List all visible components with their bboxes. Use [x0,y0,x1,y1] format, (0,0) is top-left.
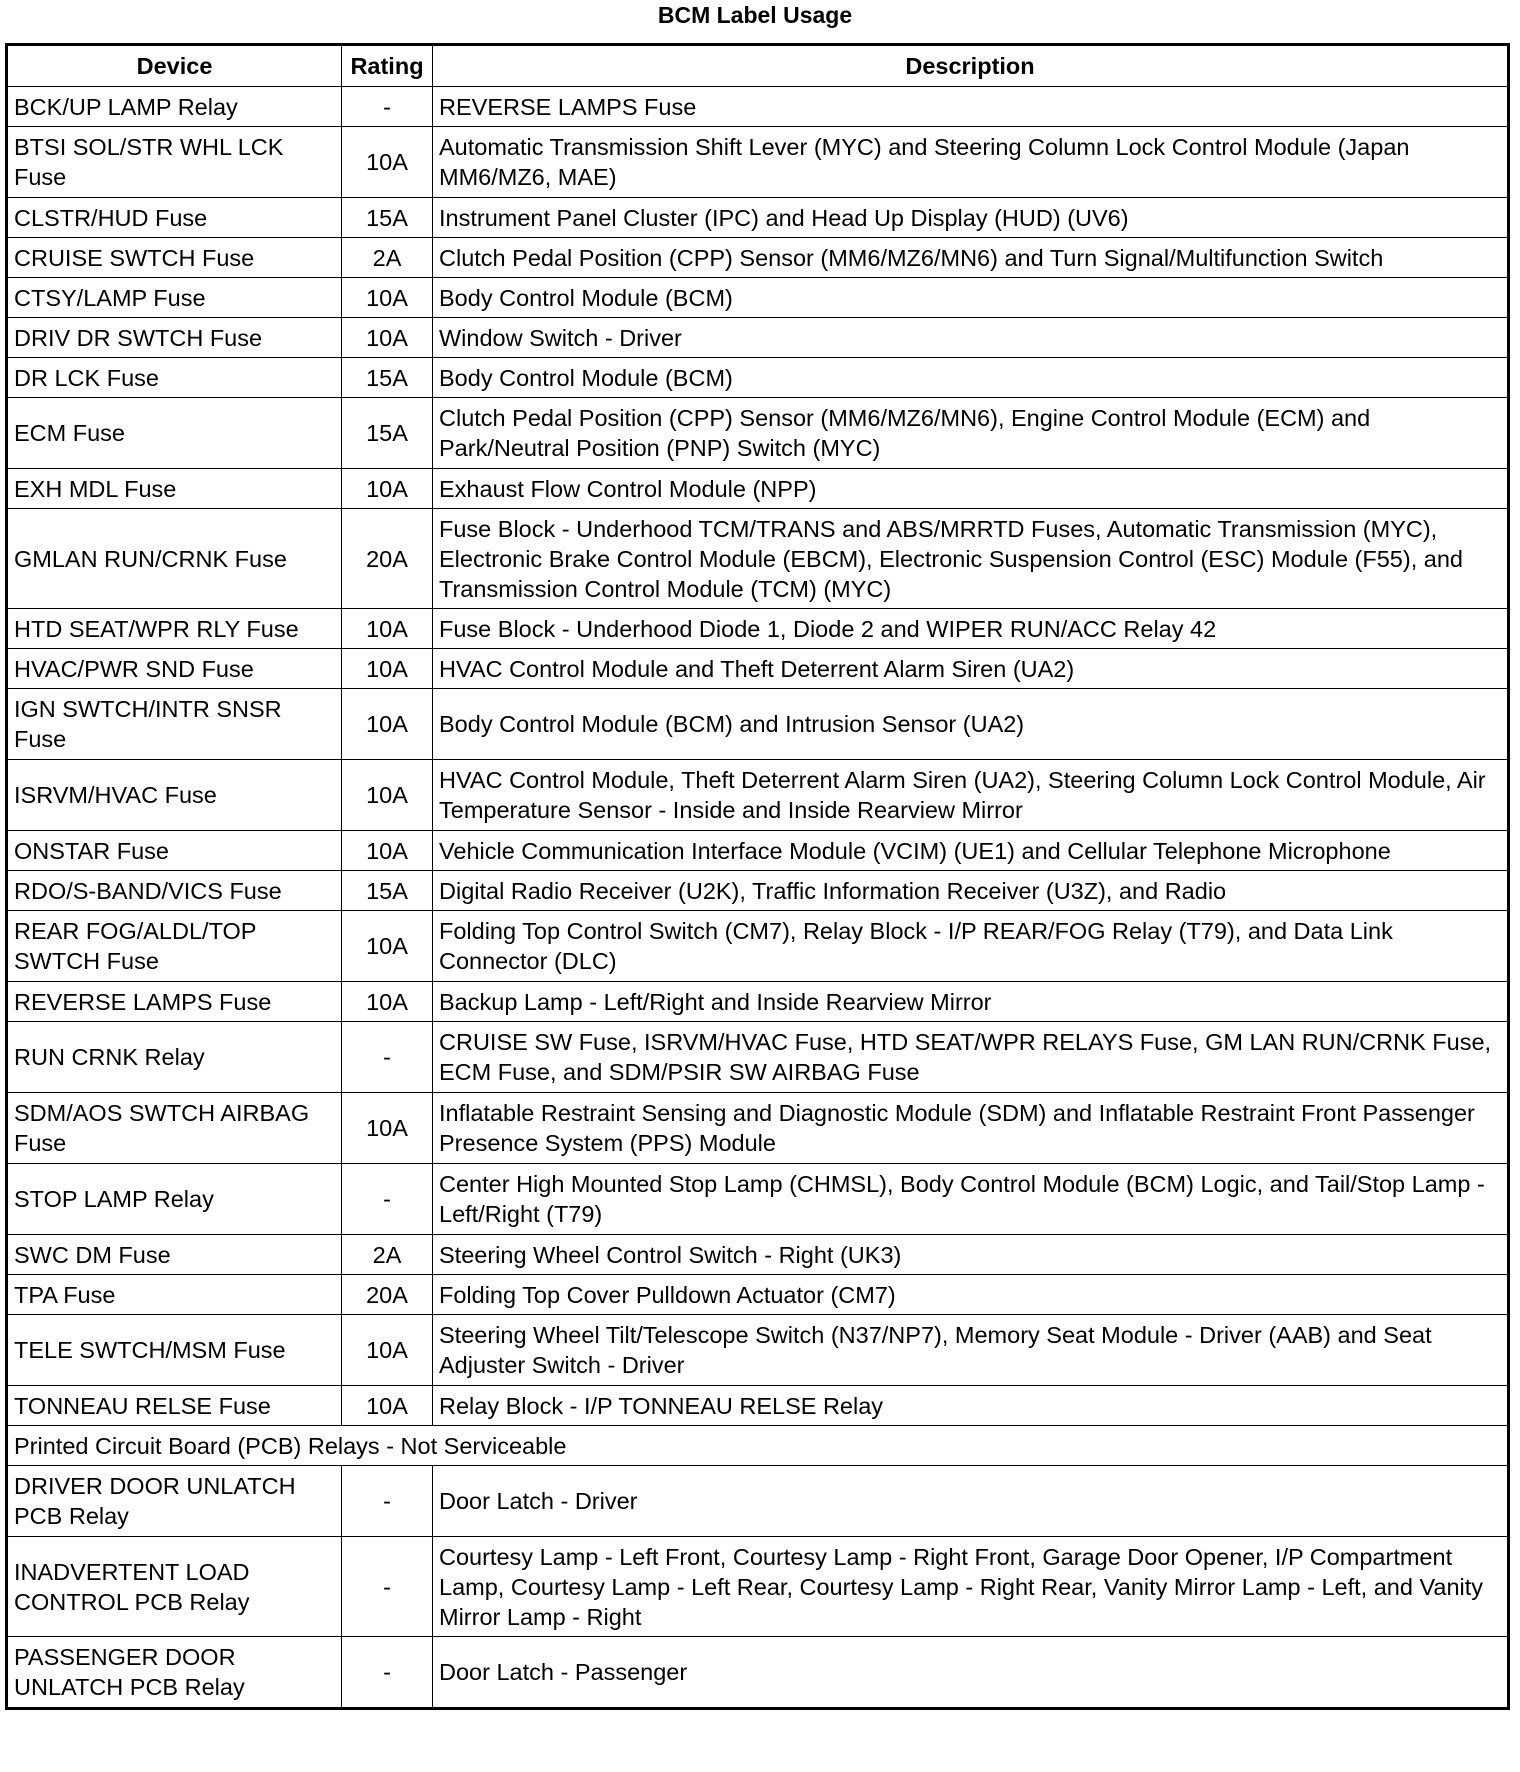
header-row [7,45,1509,87]
rating-cell: 10A [342,831,433,871]
rating-cell: 10A [342,318,433,358]
rating-cell: 10A [342,127,433,198]
description-cell: CRUISE SW Fuse, ISRVM/HVAC Fuse, HTD SEAT/WPR RELAYS Fuse, GM LAN RUN/CRNK Fuse, ECM Fuse, and SDM/PSIR SW AIRBAG Fuse [433,1022,1509,1093]
description-cell: Inflatable Restraint Sensing and Diagnostic Module (SDM) and Inflatable Restraint Front Passenger Presence System (PPS) Module [433,1093,1509,1164]
table-row [7,198,1509,238]
section-heading: Printed Circuit Board (PCB) Relays - Not Serviceable [7,1426,1509,1466]
rating-cell: - [342,87,433,127]
description-cell: Digital Radio Receiver (U2K), Traffic Information Receiver (U3Z), and Radio [433,871,1509,911]
description-cell: Door Latch - Driver [433,1466,1509,1537]
rating-cell: 10A [342,278,433,318]
table-row [7,278,1509,318]
device-cell: CRUISE SWTCH Fuse [7,238,342,278]
table-row [7,469,1509,509]
device-cell: HTD SEAT/WPR RLY Fuse [7,609,342,649]
rating-cell: 15A [342,358,433,398]
device-cell: REAR FOG/ALDL/TOP SWTCH Fuse [7,911,342,982]
table-row [7,982,1509,1022]
device-cell: INADVERTENT LOAD CONTROL PCB Relay [7,1537,342,1637]
description-cell: Folding Top Control Switch (CM7), Relay Block - I/P REAR/FOG Relay (T79), and Data Link Connector (DLC) [433,911,1509,982]
page-title: BCM Label Usage [657,2,853,28]
description-cell: Relay Block - I/P TONNEAU RELSE Relay [433,1386,1509,1426]
description-cell: Fuse Block - Underhood Diode 1, Diode 2 and WIPER RUN/ACC Relay 42 [433,609,1509,649]
rating-cell: - [342,1164,433,1235]
description-cell: Steering Wheel Tilt/Telescope Switch (N37/NP7), Memory Seat Module - Driver (AAB) and Seat Adjuster Switch - Driver [433,1315,1509,1386]
rating-cell: 10A [342,1093,433,1164]
description-cell: Steering Wheel Control Switch - Right (UK3) [433,1235,1509,1275]
rating-cell: 10A [342,911,433,982]
table-row [7,1466,1509,1537]
device-cell: ISRVM/HVAC Fuse [7,760,342,831]
description-cell: Backup Lamp - Left/Right and Inside Rearview Mirror [433,982,1509,1022]
rating-cell: 10A [342,609,433,649]
description-cell: HVAC Control Module, Theft Deterrent Alarm Siren (UA2), Steering Column Lock Control Module, Air Temperature Sensor - Inside and Inside Rearview Mirror [433,760,1509,831]
rating-cell: 10A [342,982,433,1022]
device-cell: IGN SWTCH/INTR SNSR Fuse [7,689,342,760]
rating-cell: 2A [342,238,433,278]
table-row [7,87,1509,127]
rating-cell: - [342,1537,433,1637]
table-row [7,689,1509,760]
bcm-label-table [5,43,1510,1710]
device-cell: ECM Fuse [7,398,342,469]
rating-cell: - [342,1637,433,1709]
description-cell: REVERSE LAMPS Fuse [433,87,1509,127]
device-cell: HVAC/PWR SND Fuse [7,649,342,689]
rating-cell: - [342,1022,433,1093]
rating-cell: 10A [342,689,433,760]
device-cell: TPA Fuse [7,1275,342,1315]
column-header-device: Device [7,45,342,87]
description-cell: Fuse Block - Underhood TCM/TRANS and ABS/MRRTD Fuses, Automatic Transmission (MYC), Electronic Brake Control Module (EBCM), Electronic Suspension Control (ESC) Module (F55), and Transmission Control Module (TCM) (MYC) [433,509,1509,609]
device-cell: ONSTAR Fuse [7,831,342,871]
rating-cell: 20A [342,1275,433,1315]
rating-cell: 15A [342,871,433,911]
description-cell: Body Control Module (BCM) [433,278,1509,318]
rating-cell: 20A [342,509,433,609]
description-cell: Courtesy Lamp - Left Front, Courtesy Lamp - Right Front, Garage Door Opener, I/P Compartment Lamp, Courtesy Lamp - Left Rear, Courtesy Lamp - Right Rear, Vanity Mirror Lamp - Left, and Vanity Mirror Lamp - Right [433,1537,1509,1637]
table-row [7,1637,1509,1709]
table-row [7,1275,1509,1315]
description-cell: Automatic Transmission Shift Lever (MYC) and Steering Column Lock Control Module (Japan MM6/MZ6, MAE) [433,127,1509,198]
description-cell: Body Control Module (BCM) and Intrusion Sensor (UA2) [433,689,1509,760]
table-row [7,1315,1509,1386]
description-cell: HVAC Control Module and Theft Deterrent Alarm Siren (UA2) [433,649,1509,689]
table-row [7,871,1509,911]
column-header-rating: Rating [342,45,433,87]
table-row [7,1093,1509,1164]
description-cell: Folding Top Cover Pulldown Actuator (CM7) [433,1275,1509,1315]
device-cell: CTSY/LAMP Fuse [7,278,342,318]
table-row [7,1537,1509,1637]
rating-cell: 2A [342,1235,433,1275]
description-cell: Door Latch - Passenger [433,1637,1509,1709]
device-cell: TELE SWTCH/MSM Fuse [7,1315,342,1386]
device-cell: DRIV DR SWTCH Fuse [7,318,342,358]
table-row [7,649,1509,689]
device-cell: EXH MDL Fuse [7,469,342,509]
rating-cell: 15A [342,398,433,469]
rating-cell: 10A [342,1386,433,1426]
table-row [7,911,1509,982]
description-cell: Vehicle Communication Interface Module (VCIM) (UE1) and Cellular Telephone Microphone [433,831,1509,871]
rating-cell: 10A [342,469,433,509]
device-cell: DRIVER DOOR UNLATCH PCB Relay [7,1466,342,1537]
column-header-description: Description [433,45,1509,87]
table-row [7,127,1509,198]
table-row [7,609,1509,649]
description-cell: Window Switch - Driver [433,318,1509,358]
table-row [7,358,1509,398]
rating-cell: - [342,1466,433,1537]
device-cell: RUN CRNK Relay [7,1022,342,1093]
device-cell: REVERSE LAMPS Fuse [7,982,342,1022]
rating-cell: 10A [342,1315,433,1386]
device-cell: DR LCK Fuse [7,358,342,398]
description-cell: Body Control Module (BCM) [433,358,1509,398]
description-cell: Instrument Panel Cluster (IPC) and Head Up Display (HUD) (UV6) [433,198,1509,238]
table-row [7,831,1509,871]
device-cell: PASSENGER DOOR UNLATCH PCB Relay [7,1637,342,1709]
device-cell: TONNEAU RELSE Fuse [7,1386,342,1426]
rating-cell: 10A [342,760,433,831]
table-row [7,509,1509,609]
table-row [7,1235,1509,1275]
table-row [7,760,1509,831]
table-row [7,1022,1509,1093]
device-cell: RDO/S-BAND/VICS Fuse [7,871,342,911]
device-cell: SWC DM Fuse [7,1235,342,1275]
table-row [7,1164,1509,1235]
device-cell: GMLAN RUN/CRNK Fuse [7,509,342,609]
section-row [7,1426,1509,1466]
table-row [7,318,1509,358]
table-row [7,1386,1509,1426]
device-cell: STOP LAMP Relay [7,1164,342,1235]
rating-cell: 10A [342,649,433,689]
description-cell: Exhaust Flow Control Module (NPP) [433,469,1509,509]
device-cell: BTSI SOL/STR WHL LCK Fuse [7,127,342,198]
description-cell: Clutch Pedal Position (CPP) Sensor (MM6/MZ6/MN6), Engine Control Module (ECM) and Park/Neutral Position (PNP) Switch (MYC) [433,398,1509,469]
device-cell: BCK/UP LAMP Relay [7,87,342,127]
description-cell: Center High Mounted Stop Lamp (CHMSL), Body Control Module (BCM) Logic, and Tail/Stop Lamp - Left/Right (T79) [433,1164,1509,1235]
description-cell: Clutch Pedal Position (CPP) Sensor (MM6/MZ6/MN6) and Turn Signal/Multifunction Switch [433,238,1509,278]
rating-cell: 15A [342,198,433,238]
table-row [7,238,1509,278]
device-cell: SDM/AOS SWTCH AIRBAG Fuse [7,1093,342,1164]
table-row [7,398,1509,469]
device-cell: CLSTR/HUD Fuse [7,198,342,238]
